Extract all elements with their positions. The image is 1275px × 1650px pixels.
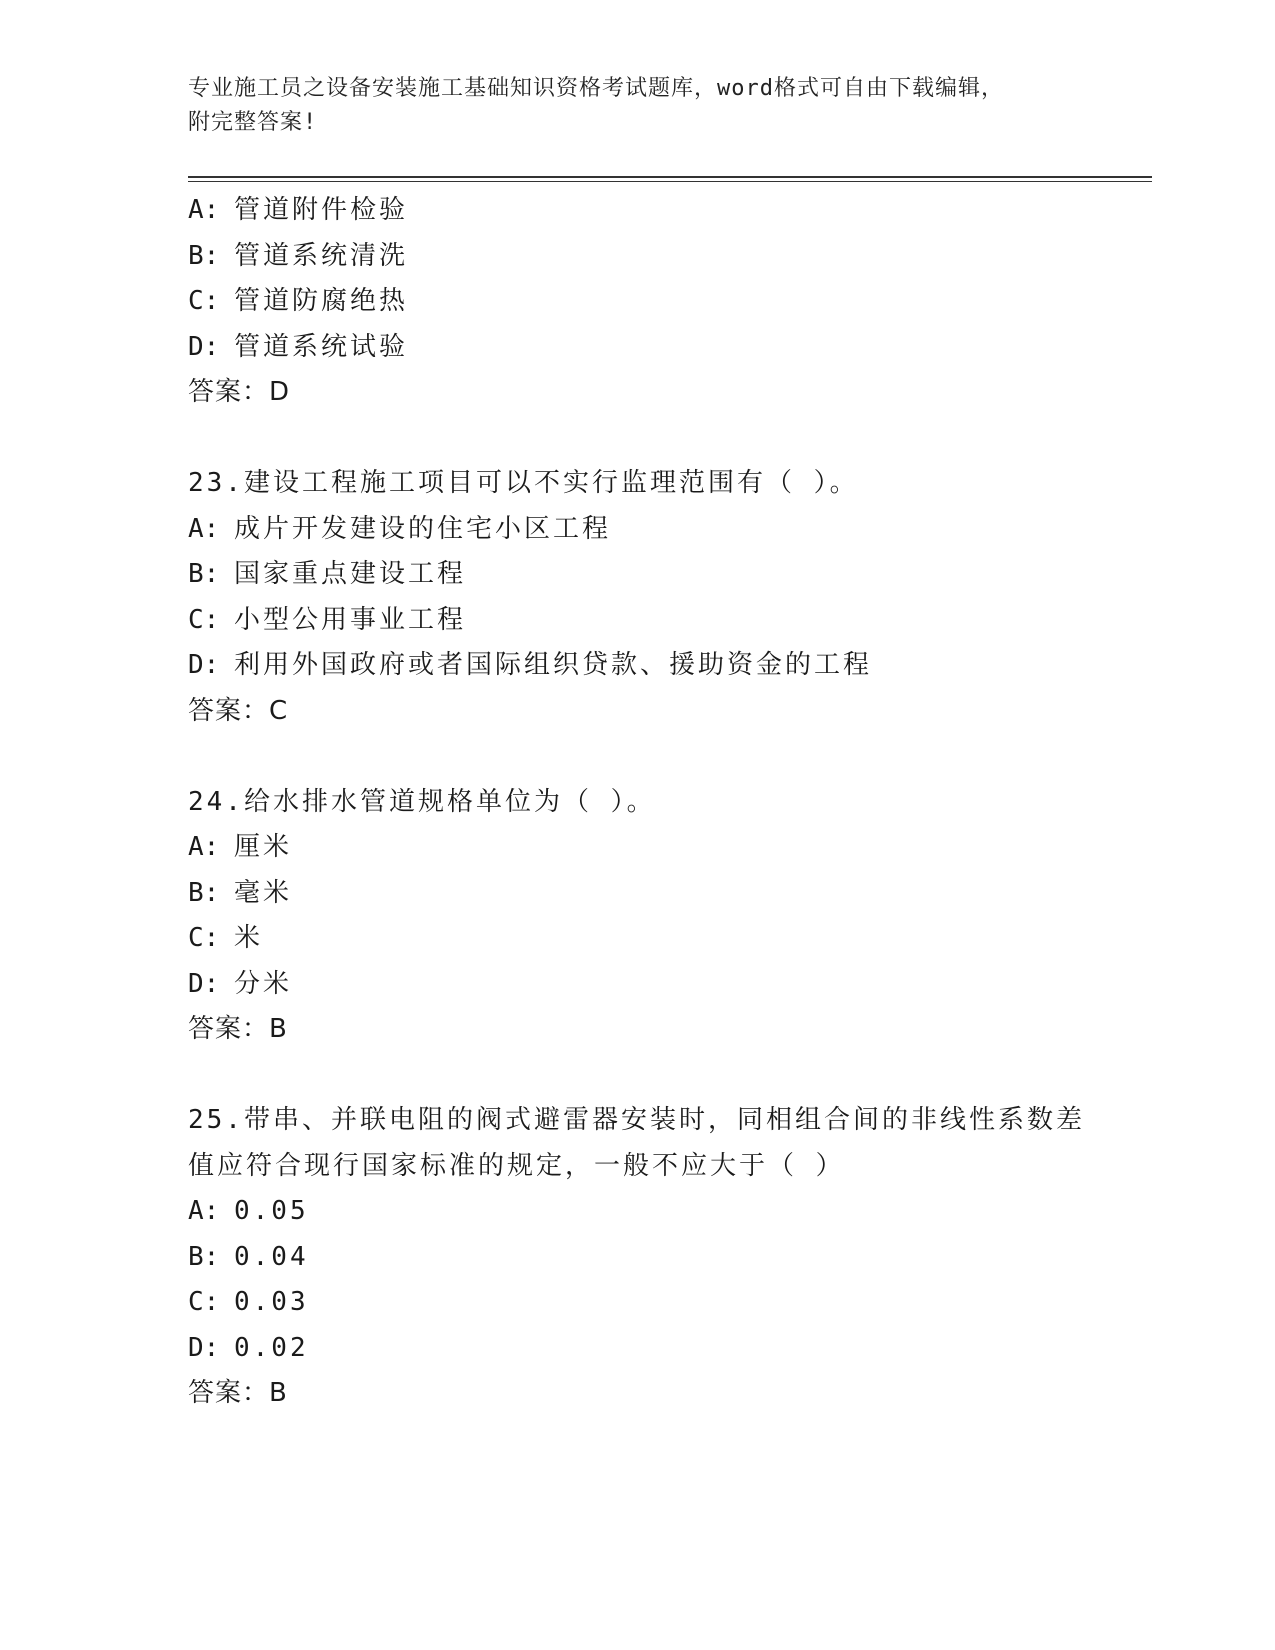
option-key: B: xyxy=(188,877,220,908)
option-text: 0.02 xyxy=(234,1332,309,1363)
header-divider xyxy=(188,176,1152,182)
option-b xyxy=(188,234,1148,280)
option-key: D: xyxy=(188,331,220,362)
option-a xyxy=(188,507,1148,553)
option-d xyxy=(188,643,1148,689)
option-key: C: xyxy=(188,923,220,953)
option-text: 0.03 xyxy=(234,1287,309,1317)
option-d xyxy=(188,325,1148,371)
option-text: 管道防腐绝热 xyxy=(234,286,409,316)
option-text: 厘米 xyxy=(234,832,293,862)
option-b xyxy=(188,1235,1148,1281)
answer-line: 答案：D xyxy=(188,377,291,407)
option-key: B: xyxy=(188,1241,220,1272)
spacer xyxy=(188,1053,1148,1099)
document-header xyxy=(188,72,1088,140)
question-22 xyxy=(188,188,1148,416)
question-24 xyxy=(188,780,1148,1053)
option-text: 成片开发建设的住宅小区工程 xyxy=(234,513,612,544)
question-text-line-2: 值应符合现行国家标准的规定，一般不应大于（ ） xyxy=(188,1150,845,1181)
question-text: 23.建设工程施工项目可以不实行监理范围有（ ）。 xyxy=(188,468,859,498)
answer-line: 答案：B xyxy=(188,1378,288,1408)
option-key: D: xyxy=(188,1332,220,1363)
option-key: A: xyxy=(188,1196,220,1226)
option-key: D: xyxy=(188,968,220,999)
option-text: 分米 xyxy=(234,968,293,999)
header-title-line-1: 专业施工员之设备安装施工基础知识资格考试题库，word格式可自由下载编辑， xyxy=(188,76,1004,101)
answer-line: 答案：B xyxy=(188,1014,288,1044)
option-key: B: xyxy=(188,240,220,271)
option-a xyxy=(188,825,1148,871)
option-d xyxy=(188,1326,1148,1372)
option-key: A: xyxy=(188,195,220,225)
option-text: 利用外国政府或者国际组织贷款、援助资金的工程 xyxy=(234,650,873,680)
option-text: 0.04 xyxy=(234,1241,309,1272)
spacer xyxy=(188,734,1148,780)
option-a xyxy=(188,188,1148,234)
option-key: C: xyxy=(188,604,220,635)
option-b xyxy=(188,871,1148,917)
question-25 xyxy=(188,1098,1148,1417)
option-text: 国家重点建设工程 xyxy=(234,559,467,589)
option-b xyxy=(188,552,1148,598)
spacer xyxy=(188,416,1148,462)
option-key: C: xyxy=(188,286,220,316)
option-key: B: xyxy=(188,559,220,589)
option-text: 管道系统试验 xyxy=(234,331,409,362)
option-a xyxy=(188,1189,1148,1235)
question-text: 24.给水排水管道规格单位为（ ）。 xyxy=(188,786,656,817)
question-list xyxy=(188,188,1148,1417)
question-23 xyxy=(188,461,1148,734)
option-c xyxy=(188,1280,1148,1326)
option-text: 米 xyxy=(234,923,264,953)
option-text: 小型公用事业工程 xyxy=(234,604,467,635)
option-c xyxy=(188,916,1148,962)
option-key: A: xyxy=(188,513,220,544)
option-text: 管道附件检验 xyxy=(234,195,409,225)
option-c xyxy=(188,598,1148,644)
option-c xyxy=(188,279,1148,325)
answer-line: 答案：C xyxy=(188,695,289,726)
option-text: 0.05 xyxy=(234,1196,309,1226)
option-key: A: xyxy=(188,832,220,862)
option-d xyxy=(188,962,1148,1008)
option-text: 管道系统清洗 xyxy=(234,240,409,271)
option-text: 毫米 xyxy=(234,877,293,908)
option-key: C: xyxy=(188,1287,220,1317)
header-title-line-2: 附完整答案! xyxy=(188,110,318,135)
option-key: D: xyxy=(188,650,220,680)
question-text-line-1: 25.带串、并联电阻的阀式避雷器安装时，同相组合间的非线性系数差 xyxy=(188,1105,1085,1135)
